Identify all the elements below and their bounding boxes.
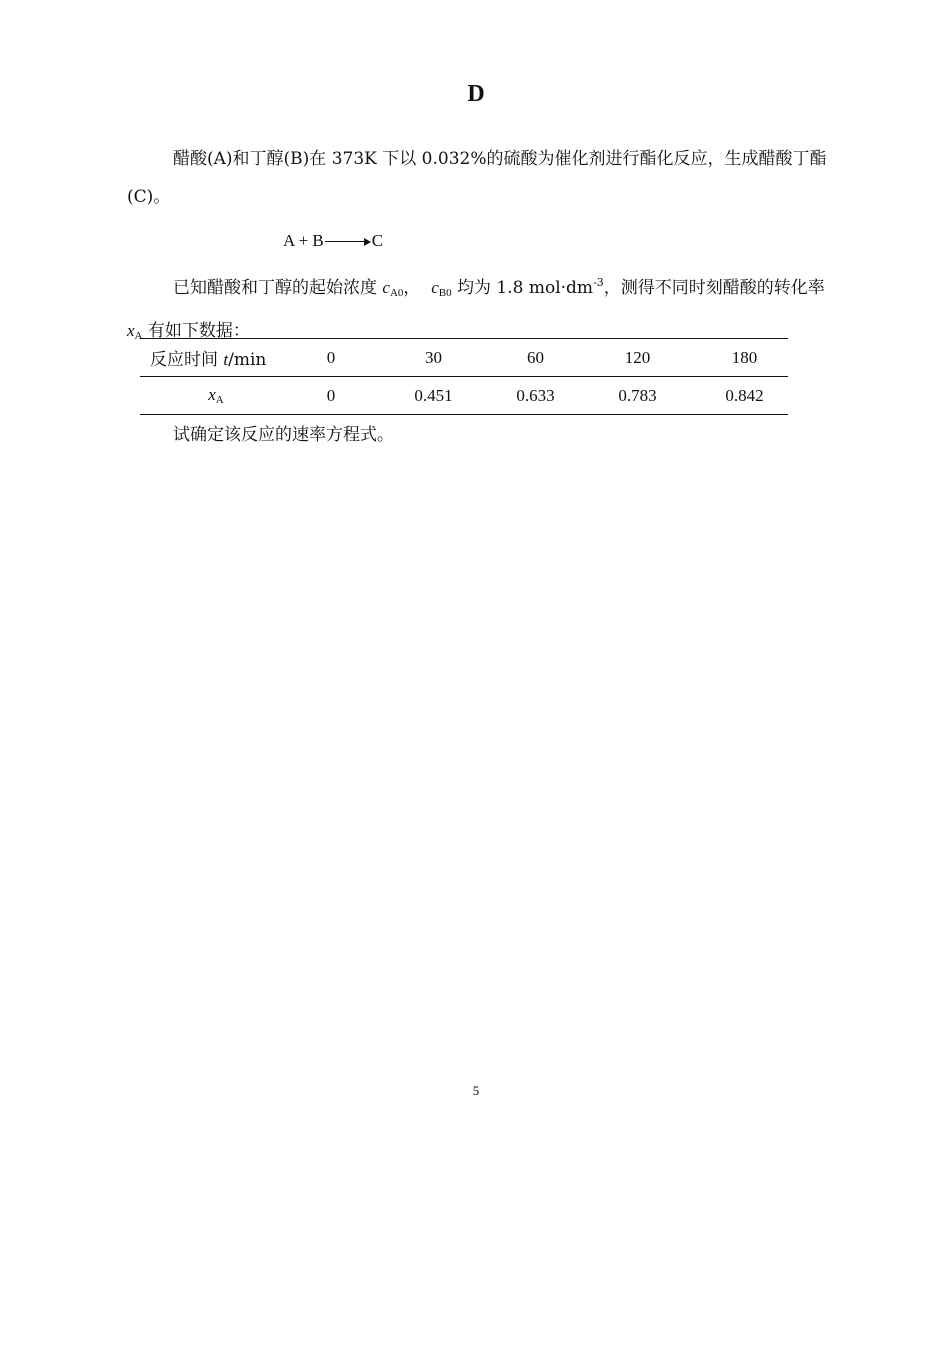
conversion-data-table [140, 338, 788, 415]
var-ca0: $c_{A0}$ [382, 278, 404, 299]
xa-header-cell: $x_A$ [140, 377, 292, 415]
time-cell: 30 [370, 339, 497, 377]
var-xa: $x_A$ [127, 321, 143, 342]
page-number: 5 [472, 1083, 480, 1098]
var-cb0: $c_{B0}$ [431, 278, 452, 299]
known-text-2: 均为 1.8 mol·dm [451, 278, 594, 298]
time-cell: 180 [701, 339, 788, 377]
equation-product: C [371, 231, 384, 250]
section-heading: D [467, 81, 485, 107]
conversion-cell: 0 [292, 377, 370, 415]
unit-exponent: -3 [593, 276, 604, 289]
reaction-arrow-icon [325, 237, 371, 247]
question-paragraph [127, 416, 827, 454]
time-cell: 0 [292, 339, 370, 377]
time-header-cell: 反应时间 t/min [140, 339, 292, 377]
conversion-cell: 0.842 [701, 377, 788, 415]
known-text-4: 有如下数据： [142, 321, 250, 341]
time-cell: 120 [574, 339, 701, 377]
known-text-3: ，测得不同时刻醋酸的转化率 [603, 278, 825, 298]
reaction-equation [283, 228, 383, 254]
time-cell: 60 [497, 339, 574, 377]
table-row-time [140, 339, 788, 377]
conversion-cell: 0.783 [574, 377, 701, 415]
known-separator: ， [403, 278, 432, 298]
intro-text: 醋酸(A)和丁醇(B)在 373K 下以 0.032%的硫酸为催化剂进行酯化反应，生成醋酸丁酯(C)。 [127, 149, 827, 207]
intro-paragraph [127, 140, 827, 216]
equation-reactants: A + B [283, 231, 324, 250]
conversion-cell: 0.633 [497, 377, 574, 415]
known-text-1: 已知醋酸和丁醇的起始浓度 [173, 278, 383, 298]
conversion-cell: 0.451 [370, 377, 497, 415]
table-row-conversion [140, 377, 788, 415]
question-text: 试确定该反应的速率方程式。 [173, 425, 394, 445]
